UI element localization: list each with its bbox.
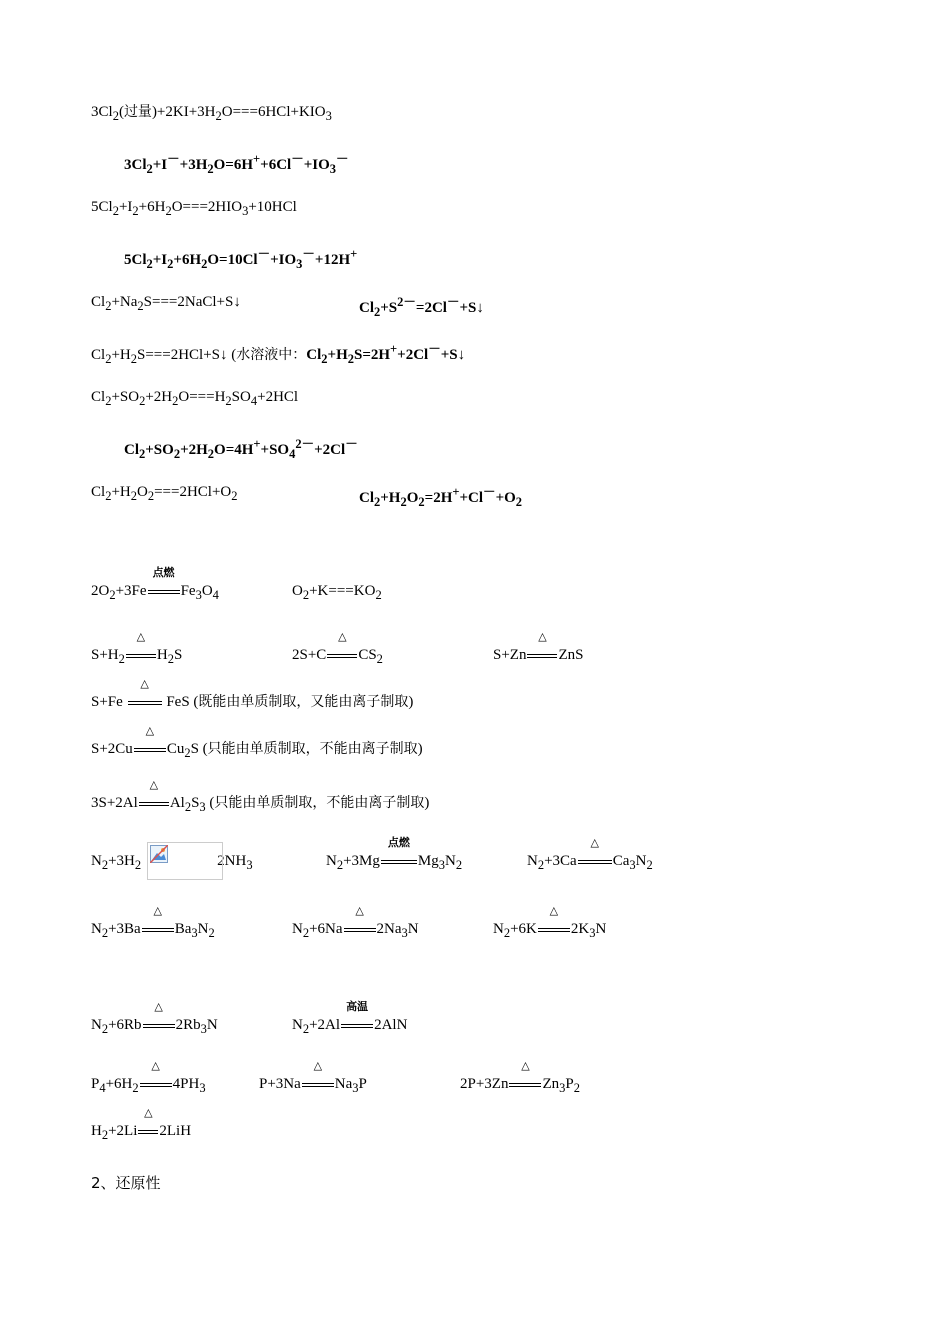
ionic-equation-cl2-h2o2: $Cl_2+H_2O_2=2H^++Cl^-+O_2$ [359, 485, 523, 509]
condition-heat: △ [138, 793, 170, 813]
equation-o2-fe: $2O_2+3Fe$ 点燃 $Fe_3O_4$ [91, 566, 219, 602]
condition-heat: △ [508, 1074, 542, 1094]
equation-s-cu: S+2Cu △ $Cu_2S$ (只能由单质制取，不能由离子制取) [91, 724, 423, 760]
equation-p4-h2: $P_4+6H_2$ △ $4PH_3$ [91, 1059, 206, 1095]
broken-image-placeholder [147, 842, 223, 880]
condition-heat: △ [133, 739, 167, 759]
section-heading-reducibility: 2、还原性 [91, 1174, 161, 1192]
equation-n2-k: $N_2+6K$ △ $2K_3N$ [493, 904, 607, 940]
equation-n2-ba: $N_2+3Ba$ △ $Ba_3N_2$ [91, 904, 215, 940]
ionic-equation-cl2-so2: $Cl_2+SO_2+2H_2O=4H^++SO_4^{2-}+2Cl^-$ [124, 437, 358, 461]
equation-cl2-h2s: $Cl_2+H_2S===2HCl+S↓$ (水溶液中：$Cl_2+H_2S=2H^++2Cl^-+S↓$ [91, 342, 466, 366]
equation-cl2-na2s: $Cl_2+Na_2S===2NaCl+S↓$ [91, 294, 241, 313]
equation-n2-al: $N_2+2Al$ 高温 2AlN [292, 1000, 408, 1036]
condition-high-temp: 高温 [340, 1015, 374, 1035]
equation-s-al: 3S+2Al △ $Al_2S_3$ (只能由单质制取，不能由离子制取) [91, 778, 430, 814]
condition-heat: △ [137, 1121, 159, 1141]
equation-s-zn: S+Zn △ ZnS [493, 630, 584, 663]
condition-heat: △ [125, 645, 157, 665]
ionic-equation-cl2-sulfide: $Cl_2+S^{2-}=2Cl^-+S↓$ [359, 295, 484, 319]
equation-cl2-ki-excess: $3Cl_2$(过量)$+2KI+3H_2O===6HCl+KIO_3$ [91, 104, 332, 123]
condition-heat: △ [537, 919, 571, 939]
equation-p-na: P+3Na △ $Na_3P$ [259, 1059, 367, 1095]
ionic-equation-cl2-i2: $5Cl_2+I_2+6H_2O=10Cl^-+IO_3^-+12H^+$ [124, 247, 358, 271]
broken-image-icon [150, 845, 168, 863]
equation-p-zn: 2P+3Zn △ $Zn_3P_2$ [460, 1059, 580, 1095]
ionic-equation-cl2-iodide: $3Cl_2+I^-+3H_2O=6H^++6Cl^-+IO_3^-$ [124, 152, 349, 176]
condition-heat: △ [343, 919, 377, 939]
equation-cl2-so2: $Cl_2+SO_2+2H_2O===H_2SO_4+2HCl$ [91, 389, 299, 408]
equation-n2-mg: $N_2+3Mg$ 点燃 $Mg_3N_2$ [326, 836, 463, 872]
equation-n2-ca: $N_2+3Ca$ △ $Ca_3N_2$ [527, 836, 653, 872]
condition-ignite: 点燃 [380, 851, 418, 871]
condition-heat: △ [141, 919, 175, 939]
equation-n2-na: $N_2+6Na$ △ $2Na_3N$ [292, 904, 419, 940]
equation-s-h2: $S+H_2$ △ $H_2S$ [91, 630, 183, 666]
condition-heat: △ [301, 1074, 335, 1094]
equation-n2-h2: $N_2+3H_2$ $2NH_3$ [91, 853, 253, 872]
condition-ignite: 点燃 [147, 581, 181, 601]
equation-h2-li: $H_2+2Li$ △ 2LiH [91, 1106, 192, 1142]
equation-cl2-i2: $5Cl_2+I_2+6H_2O===2HIO_3+10HCl$ [91, 199, 297, 218]
equation-cl2-h2o2: $Cl_2+H_2O_2===2HCl+O_2$ [91, 484, 238, 503]
equation-o2-k: $O_2+K===KO_2$ [292, 583, 382, 602]
condition-heat: △ [139, 1074, 173, 1094]
condition-heat: △ [526, 645, 558, 665]
equation-s-c: 2S+C △ $CS_2$ [292, 630, 383, 666]
condition-heat: △ [326, 645, 358, 665]
condition-heat: △ [577, 851, 613, 871]
condition-heat: △ [127, 692, 163, 712]
condition-heat: △ [142, 1015, 176, 1035]
equation-n2-rb: $N_2+6Rb$ △ $2Rb_3N$ [91, 1000, 218, 1036]
equation-s-fe: S+Fe △ FeS (既能由单质制取，又能由离子制取) [91, 677, 414, 710]
